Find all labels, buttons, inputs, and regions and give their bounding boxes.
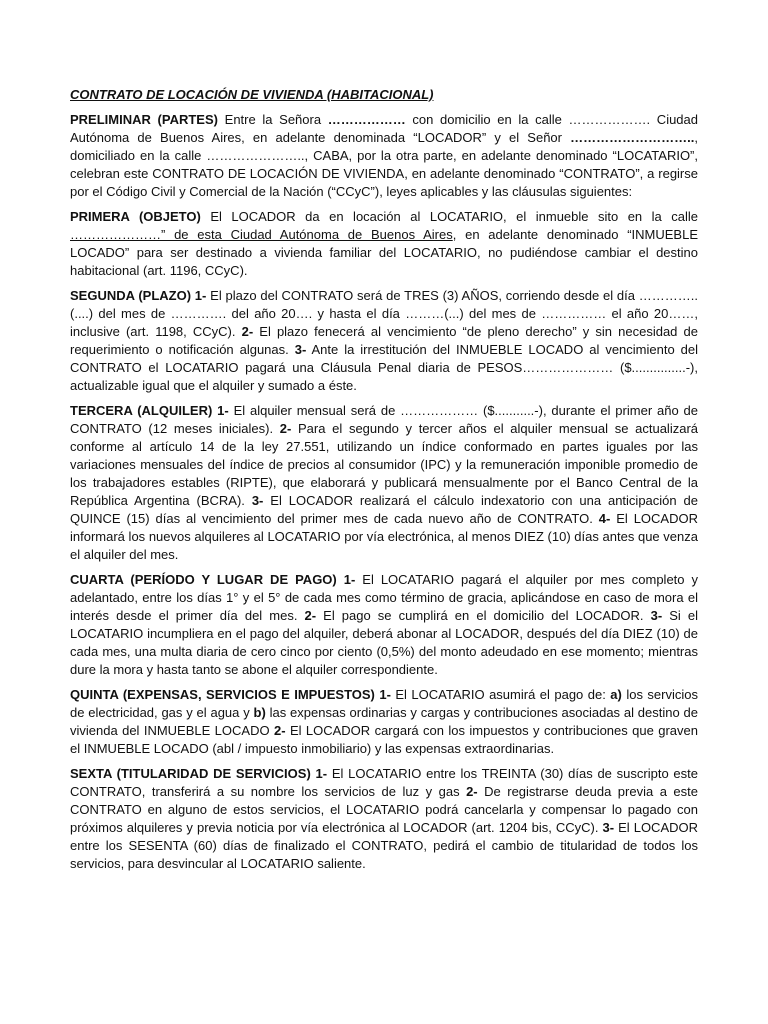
clause-heading: 2- [279, 421, 292, 436]
document-title: CONTRATO DE LOCACIÓN DE VIVIENDA (HABITACIONAL) [70, 87, 434, 102]
clause-sexta [70, 765, 698, 873]
clause-text: El plazo del CONTRATO será de TRES (3) AÑOS, corriendo desde el día …………..(....) del mes de …………. del año 20…. y hasta el día ………(...) del mes de …………… el año 20……, inclusive (art. 1198, CCyC). [70, 288, 698, 339]
clause-cuarta [70, 571, 698, 679]
clause-heading: QUINTA (EXPENSAS, SERVICIOS E IMPUESTOS) 1- [70, 687, 391, 702]
clause-heading: 3- [251, 493, 264, 508]
clause-text: Entre la Señora [217, 112, 328, 127]
clause-preliminar [70, 111, 698, 201]
clause-heading: ……………………….. [570, 130, 695, 145]
clause-primera [70, 208, 698, 280]
clause-heading: 4- [598, 511, 611, 526]
clause-text: Ante la irrestitución del INMUEBLE LOCADO al vencimiento del CONTRATO el LOCATARIO pagará una Cláusula Penal diaria de PESOS………………… ($...............-), actualizable igual que el alquiler y sumado a éste. [70, 342, 698, 393]
clause-text: los servicios de electricidad, gas y el agua y [70, 687, 698, 720]
clause-heading: 2- [304, 608, 317, 623]
clause-heading: 3- [650, 608, 663, 623]
clause-heading: CUARTA (PERÍODO Y LUGAR DE PAGO) 1- [70, 572, 356, 587]
clause-text: El LOCATARIO pagará el alquiler por mes completo y adelantado, entre los días 1° y el 5° de cada mes como término de gracia, aplicándose en caso de mora el interés desde el primer día del mes. [70, 572, 698, 623]
clause-heading: PRELIMINAR (PARTES) [70, 112, 218, 127]
clause-text: El LOCADOR informará los nuevos alquileres al LOCATARIO por vía electrónica, al menos DIEZ (10) días antes que venza el alquiler del mes. [70, 511, 698, 562]
clause-heading: TERCERA (ALQUILER) 1- [70, 403, 229, 418]
clause-segunda [70, 287, 698, 395]
clause-heading: 2- [273, 723, 286, 738]
clause-text: El LOCADOR cargará con los impuestos y contribuciones que graven el INMUEBLE LOCADO (abl / impuesto inmobiliario) y las expensas extraordinarias. [70, 723, 698, 756]
clause-heading: SEGUNDA (PLAZO) 1- [70, 288, 207, 303]
clause-heading: 2- [466, 784, 478, 799]
clause-heading: 2- [241, 324, 254, 339]
clause-text: El LOCADOR entre los SESENTA (60) días de finalizado el CONTRATO, pedirá el cambio de titularidad de todos los servicios, para desvincular al LOCATARIO saliente. [70, 820, 698, 871]
clause-heading: 3- [602, 820, 615, 835]
clause-text: , en adelante denominado “INMUEBLE LOCADO” para ser destinado a vivienda familiar del LOCATARIO, no pudiéndose cambiar el destino habitacional (art. 1196, CCyC). [70, 227, 698, 278]
clause-text: El pago se cumplirá en el domicilio del LOCADOR. [316, 608, 651, 623]
clause-heading: b) [253, 705, 266, 720]
clause-heading: a) [610, 687, 622, 702]
clause-text: Para el segundo y tercer años el alquiler mensual se actualizará conforme al artículo 14 de la ley 27.551, utilizando un índice conformado en partes iguales por las variaciones mensuales del índice de precios al consumidor (IPC) y la remuneración imponible promedio de los trabajadores estables (RIPTE), que elaborará y publicará mensualmente por el Banco Central de la República Argentina (BCRA). [70, 421, 699, 508]
clause-text: , domiciliado en la calle ………………….., CABA, por la otra parte, en adelante denominado “LOCATARIO”, celebran este CONTRATO DE LOCACIÓN DE VIVIENDA, en adelante denominado “CONTRATO”, a regirse por el Código Civil y Comercial de la Nación (“CCyC”), leyes aplicables y las cláusulas siguientes: [70, 130, 698, 199]
clause-text: las expensas ordinarias y cargas y contribuciones asociadas al destino de vivienda del INMUEBLE LOCADO [70, 705, 699, 738]
clause-tercera [70, 402, 698, 564]
clause-heading: PRIMERA (OBJETO) [70, 209, 201, 224]
clause-text: El LOCATARIO entre los TREINTA (30) días de suscripto este CONTRATO, transferirá a su nombre los servicios de luz y gas [70, 766, 698, 799]
clause-quinta [70, 686, 698, 758]
clause-text: De registrarse deuda previa a este CONTRATO en alguno de estos servicios, el LOCATARIO podrá cancelarla y compensar lo pagado con próximos alquileres y previa noticia por vía electrónica al LOCADOR (art. 1204 bis, CCyC). [70, 784, 698, 835]
clause-text: El LOCADOR realizará el cálculo indexatorio con una anticipación de QUINCE (15) días al vencimiento del primer mes de cada nuevo año de CONTRATO. [70, 493, 698, 526]
clause-text: Si el LOCATARIO incumpliera en el pago del alquiler, deberá abonar al LOCADOR, después del día DIEZ (10) de cada mes, una multa diaria de cero cinco por ciento (0,5%) del monto adeudado en ese momento; mientras dure la mora y hasta tanto se abone el alquiler correspondiente. [70, 608, 698, 677]
clause-heading: SEXTA (TITULARIDAD DE SERVICIOS) 1- [70, 766, 328, 781]
underlined-text: …………………” de esta Ciudad Autónoma de Buenos Aires [70, 227, 453, 242]
clauses-container [70, 111, 698, 873]
clause-text: con domicilio en la calle ………………. Ciudad Autónoma de Buenos Aires, en adelante denominada “LOCADOR” y el Señor [70, 112, 698, 145]
clause-text: El alquiler mensual será de ……………… ($...........-), durante el primer año de CONTRATO (12 meses iniciales). [70, 403, 698, 436]
clause-heading: ……………… [327, 112, 406, 127]
clause-text: El plazo fenecerá al vencimiento “de pleno derecho” y sin necesidad de requerimiento o notificación algunas. [70, 324, 698, 357]
clause-heading: 3- [294, 342, 307, 357]
clause-text: El LOCATARIO asumirá el pago de: [390, 687, 611, 702]
clause-text: El LOCADOR da en locación al LOCATARIO, el inmueble sito en la calle [200, 209, 698, 224]
